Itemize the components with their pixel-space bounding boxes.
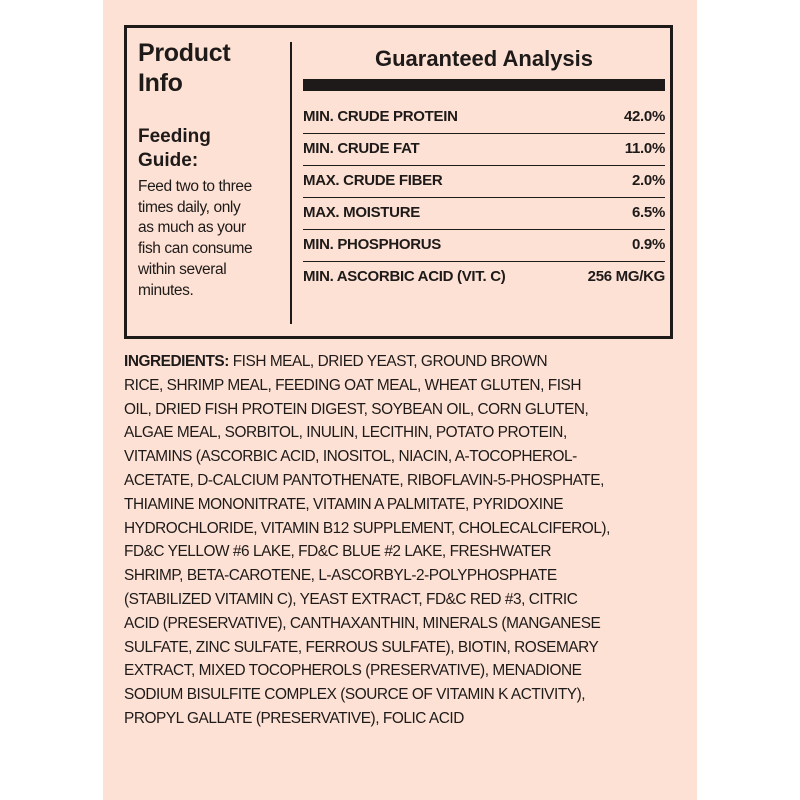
product-info-title-line: Info [138,69,183,97]
ingredients-line: PROPYL GALLATE (PRESERVATIVE), FOLIC ACID [124,709,464,727]
analysis-name: MAX. CRUDE FIBER [303,172,443,189]
guaranteed-analysis-title: Guaranteed Analysis [374,46,594,71]
analysis-value: 6.5% [632,204,665,221]
ingredients-line [124,350,684,374]
analysis-name: MIN. PHOSPHORUS [303,236,442,253]
ingredients-line: SHRIMP, BETA-CAROTENE, L-ASCORBYL-2-POLYPHOSPHATE [124,567,557,585]
feeding-line: as much as your [138,219,246,237]
analysis-row [303,134,665,166]
ingredients-line: SULFATE, ZINC SULFATE, FERROUS SULFATE), BIOTIN, ROSEMARY [124,638,599,656]
ingredients-line: THIAMINE MONONITRATE, VITAMIN A PALMITATE, PYRIDOXINE [124,495,564,513]
feeding-line: times daily, only [138,198,241,216]
analysis-value: 0.9% [632,236,665,253]
ingredients-line: VITAMINS (ASCORBIC ACID, INOSITOL, NIACIN, A-TOCOPHEROL- [124,448,577,466]
analysis-value: 2.0% [632,172,665,189]
vertical-divider [290,42,292,324]
product-label [103,0,697,800]
ingredients-line: SODIUM BISULFITE COMPLEX (SOURCE OF VITAMIN K ACTIVITY), [124,686,586,704]
ingredients-label: INGREDIENTS: [124,353,229,370]
feeding-guide-title [138,125,283,173]
feeding-line: Feed two to three [138,178,252,195]
analysis-name: MAX. MOISTURE [303,204,420,221]
analysis-row [303,230,665,262]
analysis-value: 42.0% [623,108,665,125]
analysis-row [303,102,665,134]
analysis-name: MIN. ASCORBIC ACID (VIT. C) [303,268,506,285]
ingredients-text: FISH MEAL, DRIED YEAST, GROUND BROWN [228,353,548,370]
analysis-name: MIN. CRUDE PROTEIN [303,108,458,125]
ingredients-block [124,350,684,731]
ingredients-line: ACETATE, D-CALCIUM PANTOTHENATE, RIBOFLAVIN-5-PHOSPHATE, [124,471,604,489]
feeding-line: fish can consume [138,240,253,258]
analysis-row [303,262,665,294]
analysis-value: 256 MG/KG [587,268,665,285]
feeding-guide-title-line: Guide: [138,150,199,171]
ingredients-line: OIL, DRIED FISH PROTEIN DIGEST, SOYBEAN OIL, CORN GLUTEN, [124,400,589,418]
ingredients-line: RICE, SHRIMP MEAL, FEEDING OAT MEAL, WHEAT GLUTEN, FISH [124,376,581,394]
info-box [124,25,673,339]
feeding-line: within several [138,260,227,278]
analysis-row [303,198,665,230]
ingredients-line: FD&C YELLOW #6 LAKE, FD&C BLUE #2 LAKE, FRESHWATER [124,543,552,561]
analysis-value: 11.0% [624,140,665,157]
analysis-header-bar [303,79,665,91]
ingredients-line: HYDROCHLORIDE, VITAMIN B12 SUPPLEMENT, CHOLECALCIFEROL), [124,519,610,537]
ingredients-line: ALGAE MEAL, SORBITOL, INULIN, LECITHIN, POTATO PROTEIN, [124,424,567,442]
feeding-line: minutes. [138,281,194,299]
product-info-title [138,38,283,98]
ingredients-line: (STABILIZED VITAMIN C), YEAST EXTRACT, FD&C RED #3, CITRIC [124,590,578,608]
ingredients-line: EXTRACT, MIXED TOCOPHEROLS (PRESERVATIVE), MENADIONE [124,662,582,680]
feeding-guide-title-line: Feeding [138,126,211,147]
feeding-guide-text [138,177,288,301]
analysis-name: MIN. CRUDE FAT [303,140,420,157]
analysis-row [303,166,665,198]
guaranteed-analysis-table [303,102,665,294]
ingredients-line: ACID (PRESERVATIVE), CANTHAXANTHIN, MINERALS (MANGANESE [124,614,601,632]
product-info-title-line: Product [138,39,231,67]
